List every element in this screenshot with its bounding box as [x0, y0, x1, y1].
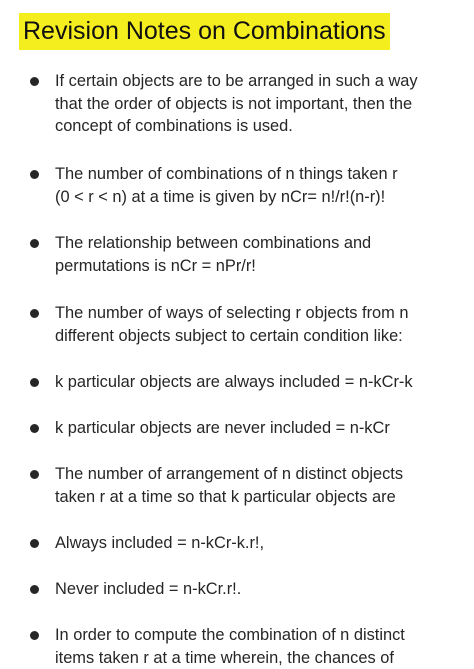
note-text: Never included = n-kCr.r!. [55, 580, 242, 598]
note-text: Always included = n-kCr-k.r!, [55, 534, 265, 552]
bullet-icon [30, 170, 39, 179]
note-text: The relationship between combinations and permutations is nCr = nPr/r! [55, 234, 372, 275]
bullet-icon [30, 470, 39, 479]
note-text: The number of ways of selecting r objects from n different objects subject to certain condition like: [55, 304, 409, 345]
bullet-icon [30, 77, 39, 86]
note-text: The number of arrangement of n distinct objects taken r at a time so that k particular objects are [55, 465, 404, 506]
bullet-icon [30, 631, 39, 640]
note-text: In order to compute the combination of n distinct items taken r at a time wherein, the chances of [55, 626, 405, 667]
bullet-icon [30, 378, 39, 387]
page-title: Revision Notes on Combinations [19, 13, 390, 50]
note-text: If certain objects are to be arranged in such a way that the order of objects is not important, then the concept of combinations is used. [55, 72, 418, 135]
bullet-icon [30, 309, 39, 318]
bullet-icon [30, 424, 39, 433]
bullet-icon [30, 585, 39, 594]
bullet-icon [30, 539, 39, 548]
bullet-icon [30, 239, 39, 248]
note-text: k particular objects are always included = n-kCr-k [55, 373, 413, 391]
note-text: The number of combinations of n things taken r (0 < r < n) at a time is given by nCr= n!/r!(n-r)! [55, 165, 398, 206]
note-text: k particular objects are never included = n-kCr [55, 419, 390, 437]
